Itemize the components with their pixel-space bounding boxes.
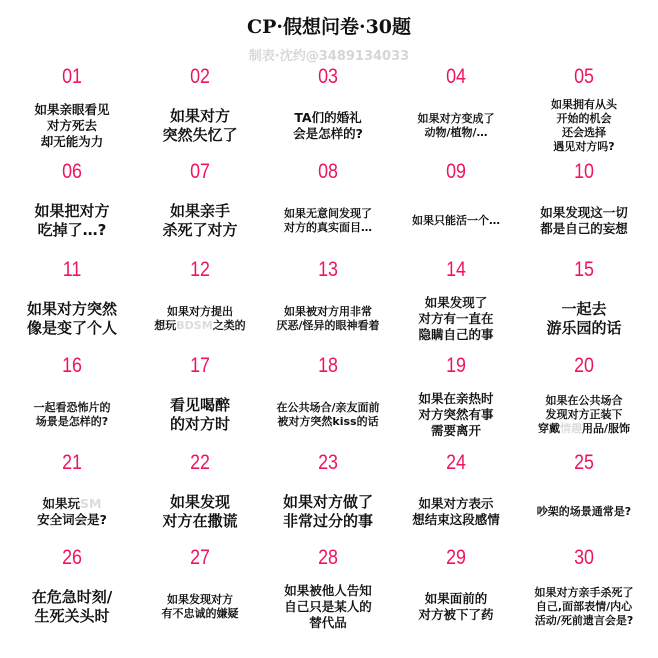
question-line (167, 593, 233, 607)
question-number: 13 (318, 258, 338, 281)
text-segment: 非常过分的事 (282, 512, 373, 530)
question-text (8, 284, 136, 354)
question-text (520, 380, 648, 450)
question-line (34, 607, 109, 626)
question-line (418, 327, 493, 343)
question-card (136, 160, 264, 256)
question-card (136, 546, 264, 642)
text-segment: 如果对方亲手杀死了 (534, 586, 634, 599)
question-line (546, 408, 623, 422)
text-segment: 对方在撒谎 (162, 512, 238, 530)
question-number: 26 (62, 546, 82, 569)
question-text (264, 380, 392, 450)
question-text (392, 477, 520, 547)
text-segment: 之类的 (212, 319, 246, 332)
text-segment: 在危急时刻/ (31, 588, 113, 606)
text-segment: 对方突然有事 (418, 407, 494, 422)
question-card (520, 546, 648, 642)
question-card (520, 65, 648, 161)
question-text (8, 91, 136, 161)
question-line (412, 512, 500, 528)
text-segment: 如果在亲热时 (418, 391, 494, 406)
text-segment: 替代品 (309, 615, 347, 630)
question-line (27, 319, 117, 338)
text-segment: 有不忠诚的嫌疑 (161, 607, 239, 620)
text-segment: TA们的婚礼 (294, 110, 362, 125)
question-text (136, 572, 264, 642)
question-text (264, 91, 392, 161)
question-number: 05 (574, 65, 594, 88)
question-line (34, 102, 109, 118)
question-line (170, 493, 230, 512)
text-segment: 想结束这段感情 (412, 512, 500, 527)
question-number: 20 (574, 354, 594, 377)
question-card (520, 451, 648, 547)
text-segment: 却无能为力 (40, 134, 104, 149)
question-number: 23 (318, 451, 338, 474)
question-line (167, 305, 233, 319)
question-line (425, 591, 488, 607)
question-number: 24 (446, 451, 466, 474)
question-line (418, 407, 493, 423)
question-line (277, 415, 378, 429)
faded-text: BDSM (176, 319, 213, 332)
question-text (520, 186, 648, 256)
question-number: 14 (446, 258, 466, 281)
question-card (136, 451, 264, 547)
question-line (309, 615, 347, 631)
question-number: 30 (574, 546, 594, 569)
question-line (38, 221, 107, 240)
question-line (154, 319, 245, 333)
question-line (412, 214, 500, 228)
question-number: 17 (190, 354, 210, 377)
credit-watermark: 制表·沈约@3489134033 (248, 49, 410, 64)
question-line (424, 126, 487, 140)
question-text (136, 91, 264, 161)
question-line (162, 126, 237, 145)
text-segment: 被对方突然kiss的话 (277, 415, 379, 428)
question-card (8, 258, 136, 354)
text-segment: 发现对方正装下 (545, 408, 623, 421)
text-segment: 如果只能活一个… (412, 214, 500, 227)
text-segment: 场景是怎样的? (35, 415, 109, 428)
question-line (284, 599, 372, 615)
text-segment: 安全词会是? (37, 512, 107, 527)
question-card (264, 354, 392, 450)
question-number: 07 (190, 160, 210, 183)
question-line (535, 586, 634, 600)
question-line (284, 221, 372, 235)
question-line (276, 319, 379, 333)
text-segment: 如果无意间发现了 (284, 207, 372, 220)
question-card (392, 258, 520, 354)
question-text (136, 284, 264, 354)
question-number: 15 (574, 258, 594, 281)
question-line (162, 607, 239, 621)
question-line (418, 391, 493, 407)
question-line (283, 512, 373, 531)
question-line (553, 140, 614, 154)
question-card (8, 354, 136, 450)
question-line (540, 221, 628, 237)
text-segment: 生死关头时 (34, 607, 110, 625)
question-text (392, 91, 520, 161)
question-line (538, 422, 630, 436)
text-segment: 如果对方突然 (26, 300, 117, 318)
text-segment: 动物/植物/… (424, 126, 488, 139)
question-text (392, 186, 520, 256)
question-card (8, 65, 136, 161)
question-line (276, 401, 379, 415)
question-card (136, 65, 264, 161)
text-segment: 遇见对方吗? (553, 140, 615, 153)
text-segment: 如果亲眼看见 (34, 102, 110, 117)
question-number: 04 (446, 65, 466, 88)
text-segment: 开始的机会 (556, 112, 612, 125)
question-text (8, 477, 136, 547)
text-segment: 杀死了对方 (162, 221, 238, 239)
text-segment: 游乐园的话 (546, 319, 622, 337)
question-number: 25 (574, 451, 594, 474)
text-segment: 在公共场合/亲友面前 (276, 401, 380, 414)
question-line (546, 394, 623, 408)
text-segment: 吵架的场景通常是? (536, 505, 632, 518)
question-card (392, 65, 520, 161)
question-number: 28 (318, 546, 338, 569)
question-text (136, 380, 264, 450)
question-line (37, 512, 107, 528)
question-line (34, 202, 109, 221)
text-segment: 如果对方表示 (418, 496, 494, 511)
question-number: 09 (446, 160, 466, 183)
question-card (264, 546, 392, 642)
question-number: 12 (190, 258, 210, 281)
question-number: 29 (446, 546, 466, 569)
question-text (136, 477, 264, 547)
question-line (170, 107, 230, 126)
text-segment: 一起看恐怖片的 (33, 401, 111, 414)
question-line (162, 512, 237, 531)
question-line (27, 300, 117, 319)
question-text (264, 186, 392, 256)
question-number: 03 (318, 65, 338, 88)
question-text (392, 284, 520, 354)
page-title: CP·假想问卷·30题 (246, 16, 412, 38)
text-segment: 如果对方提出 (167, 305, 233, 318)
question-line (557, 112, 612, 126)
question-number: 18 (318, 354, 338, 377)
question-number: 01 (62, 65, 82, 88)
question-line (47, 118, 97, 134)
text-segment: 活动/死前遗言会是? (534, 614, 634, 627)
question-text (264, 284, 392, 354)
text-segment: 的对方时 (169, 415, 230, 433)
question-line (562, 126, 606, 140)
question-card (8, 160, 136, 256)
question-line (41, 134, 104, 150)
text-segment: 用品/服饰 (581, 422, 631, 435)
question-line (418, 496, 493, 512)
text-segment: 对方死去 (46, 118, 97, 133)
text-segment: 需要离开 (430, 423, 481, 438)
question-line (170, 396, 230, 415)
question-text (392, 380, 520, 450)
text-segment: 如果对方变成了 (417, 112, 495, 125)
question-card (392, 354, 520, 450)
text-segment: 如果在公共场合 (545, 394, 623, 407)
question-number: 27 (190, 546, 210, 569)
question-line (540, 205, 628, 221)
question-line (418, 311, 493, 327)
question-line (537, 505, 631, 519)
question-line (284, 207, 372, 221)
question-line (293, 126, 363, 142)
text-segment: 还会选择 (562, 126, 606, 139)
text-segment: 如果拥有从头 (551, 98, 617, 111)
text-segment: 如果发现了 (424, 295, 488, 310)
question-text (264, 477, 392, 547)
question-line (294, 110, 361, 126)
question-text (520, 284, 648, 354)
text-segment: 自己只是某人的 (284, 599, 372, 614)
question-text (520, 477, 648, 547)
question-number: 19 (446, 354, 466, 377)
question-number: 06 (62, 160, 82, 183)
question-number: 21 (62, 451, 82, 474)
text-segment: 吃掉了…? (37, 221, 107, 239)
question-card (264, 65, 392, 161)
text-segment: 像是变了个人 (26, 319, 117, 337)
question-card (264, 451, 392, 547)
question-card (136, 258, 264, 354)
question-card (392, 451, 520, 547)
question-line (43, 496, 102, 512)
question-card (520, 354, 648, 450)
text-segment: 对方的真实面目… (284, 221, 372, 234)
question-card (264, 258, 392, 354)
faded-text: SM (80, 496, 102, 511)
question-text (8, 186, 136, 256)
question-text (8, 380, 136, 450)
question-text (8, 572, 136, 642)
question-number: 02 (190, 65, 210, 88)
question-line (418, 112, 495, 126)
text-segment: 自己,面部表情/内心 (535, 600, 633, 613)
question-card (392, 160, 520, 256)
question-number: 16 (62, 354, 82, 377)
question-text (520, 572, 648, 642)
text-segment: 一起去 (561, 300, 607, 318)
question-line (284, 305, 372, 319)
text-segment: 如果发现 (169, 493, 230, 511)
text-segment: 对方有一直在 (418, 311, 494, 326)
text-segment: 如果发现对方 (167, 593, 233, 606)
question-card (136, 354, 264, 450)
text-segment: 如果把对方 (34, 202, 110, 220)
question-line (418, 607, 493, 623)
text-segment: 会是怎样的? (293, 126, 363, 141)
question-number: 11 (62, 258, 82, 281)
question-line (561, 300, 606, 319)
text-segment: 都是自己的妄想 (540, 221, 628, 236)
text-segment: 如果被他人告知 (284, 583, 372, 598)
question-text (392, 572, 520, 642)
text-segment: 如果对方做了 (282, 493, 373, 511)
text-segment: 如果面前的 (424, 591, 488, 606)
text-segment: 看见喝醉 (169, 396, 230, 414)
text-segment: 如果对方 (169, 107, 230, 125)
text-segment: 隐瞒自己的事 (418, 327, 494, 342)
text-segment: 厌恶/怪异的眼神看着 (276, 319, 380, 332)
question-number: 10 (574, 160, 594, 183)
question-number: 22 (190, 451, 210, 474)
question-text (520, 91, 648, 161)
question-card (520, 258, 648, 354)
question-card (8, 546, 136, 642)
question-text (264, 572, 392, 642)
text-segment: 突然失忆了 (162, 126, 238, 144)
question-line (283, 493, 373, 512)
question-card (264, 160, 392, 256)
text-segment: 如果亲手 (169, 202, 230, 220)
question-line (170, 202, 230, 221)
question-card (8, 451, 136, 547)
question-line (170, 415, 230, 434)
question-number: 08 (318, 160, 338, 183)
text-segment: 对方被下了药 (418, 607, 494, 622)
text-segment: 如果被对方用非常 (284, 305, 372, 318)
question-line (162, 221, 237, 240)
question-line (32, 588, 112, 607)
question-line (536, 600, 632, 614)
text-segment: 穿戴 (537, 422, 560, 435)
question-line (284, 583, 372, 599)
question-line (551, 98, 617, 112)
question-line (425, 295, 488, 311)
question-line (34, 401, 111, 415)
question-line (546, 319, 621, 338)
text-segment: 想玩 (154, 319, 177, 332)
question-line (535, 614, 633, 628)
question-card (520, 160, 648, 256)
text-segment: 如果玩 (42, 496, 81, 511)
question-text (136, 186, 264, 256)
question-line (36, 415, 108, 429)
question-card (392, 546, 520, 642)
faded-text: 情趣 (559, 422, 582, 435)
question-line (431, 423, 481, 439)
text-segment: 如果发现这一切 (540, 205, 628, 220)
